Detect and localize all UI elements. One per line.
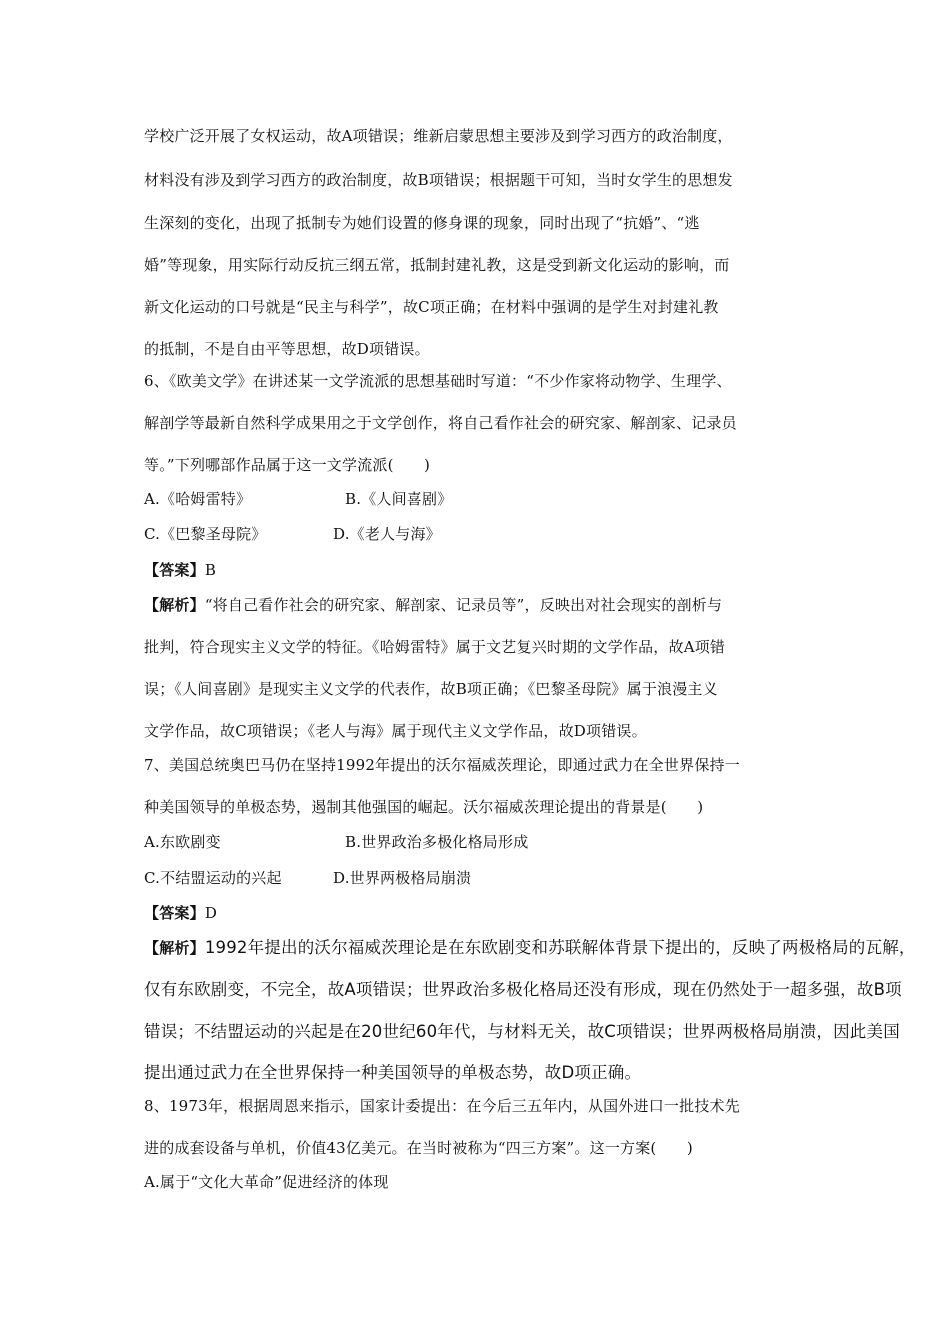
explanation-line: 婚”等现象，用实际行动反抗三纲五常，抵制封建礼教，这是受到新文化运动的影响，而 bbox=[144, 256, 730, 274]
analysis-line: 错误；不结盟运动的兴起是在20世纪60年代，与材料无关，故C项错误；世界两极格局崩溃，因此美国 bbox=[144, 1022, 900, 1041]
question-stem: 7、美国总统奥巴马仍在坚持1992年提出的沃尔福威茨理论，即通过武力在全世界保持一 bbox=[144, 756, 740, 774]
explanation-line: 生深刻的变化，出现了抵制专为她们设置的修身课的现象，同时出现了“抗婚”、“逃 bbox=[144, 214, 700, 232]
option-d: D.《老人与海》 bbox=[333, 525, 441, 543]
analysis-text: 1992年提出的沃尔福威茨理论是在东欧剧变和苏联解体背景下提出的，反映了两极格局的瓦解， bbox=[204, 938, 916, 957]
question-stem: 解剖学等最新自然科学成果用之于文学创作，将自己看作社会的研究家、解剖家、记录员 bbox=[144, 414, 737, 432]
analysis-line: 批判，符合现实主义文学的特征。《哈姆雷特》属于文艺复兴时期的文学作品，故A项错 bbox=[144, 638, 726, 656]
answer-tag: 【答案】 bbox=[144, 904, 205, 922]
answer-tag: 【答案】 bbox=[144, 561, 205, 579]
analysis-line: 误；《人间喜剧》是现实主义文学的代表作，故B项正确；《巴黎圣母院》属于浪漫主义 bbox=[144, 680, 718, 698]
answer-line bbox=[144, 560, 216, 580]
option-a: A.东欧剧变 bbox=[144, 833, 221, 851]
answer-line bbox=[144, 903, 217, 923]
question-stem: 6、《欧美文学》在讲述某一文学流派的思想基础时写道：“不少作家将动物学、生理学、 bbox=[144, 372, 732, 390]
question-stem: 种美国领导的单极态势，遏制其他强国的崛起。沃尔福威茨理论提出的背景是( ) bbox=[144, 798, 704, 816]
analysis-line bbox=[144, 595, 722, 615]
analysis-tag: 【解析】 bbox=[144, 596, 205, 614]
answer-value: D bbox=[204, 904, 218, 922]
option-a: A.《哈姆雷特》 bbox=[144, 490, 252, 508]
analysis-tag: 【解析】 bbox=[144, 939, 205, 957]
explanation-line: 学校广泛开展了女权运动，故A项错误；维新启蒙思想主要涉及到学习西方的政治制度， bbox=[144, 127, 733, 145]
analysis-line bbox=[144, 938, 916, 958]
option-c: C.《巴黎圣母院》 bbox=[144, 525, 267, 543]
answer-value: B bbox=[204, 561, 217, 579]
analysis-text: “将自己看作社会的研究家、解剖家、记录员等”，反映出对社会现实的剖析与 bbox=[204, 596, 723, 614]
analysis-line: 仅有东欧剧变，不完全，故A项错误；世界政治多极化格局还没有形成，现在仍然处于一超多强，故B项 bbox=[144, 980, 902, 999]
explanation-line: 的抵制，不是自由平等思想，故D项错误。 bbox=[144, 340, 430, 358]
option-c: C.不结盟运动的兴起 bbox=[144, 869, 282, 887]
explanation-line: 新文化运动的口号就是“民主与科学”，故C项正确；在材料中强调的是学生对封建礼教 bbox=[144, 298, 719, 316]
explanation-line: 材料没有涉及到学习西方的政治制度，故B项错误；根据题干可知，当时女学生的思想发 bbox=[144, 171, 733, 189]
question-stem: 8、1973年，根据周恩来指示，国家计委提出：在今后三五年内，从国外进口一批技术先 bbox=[144, 1097, 740, 1115]
analysis-line: 提出通过武力在全世界保持一种美国领导的单极态势，故D项正确。 bbox=[144, 1063, 642, 1082]
option-a: A.属于“文化大革命”促进经济的体现 bbox=[144, 1173, 389, 1191]
analysis-line: 文学作品，故C项错误；《老人与海》属于现代主义文学作品，故D项错误。 bbox=[144, 722, 647, 740]
question-stem: 进的成套设备与单机，价值43亿美元。在当时被称为“四三方案”。这一方案( ) bbox=[144, 1139, 693, 1157]
option-d: D.世界两极格局崩溃 bbox=[333, 869, 472, 887]
option-b: B.世界政治多极化格局形成 bbox=[345, 833, 529, 851]
option-b: B.《人间喜剧》 bbox=[345, 490, 453, 508]
question-stem: 等。”下列哪部作品属于这一文学流派( ) bbox=[144, 456, 431, 474]
